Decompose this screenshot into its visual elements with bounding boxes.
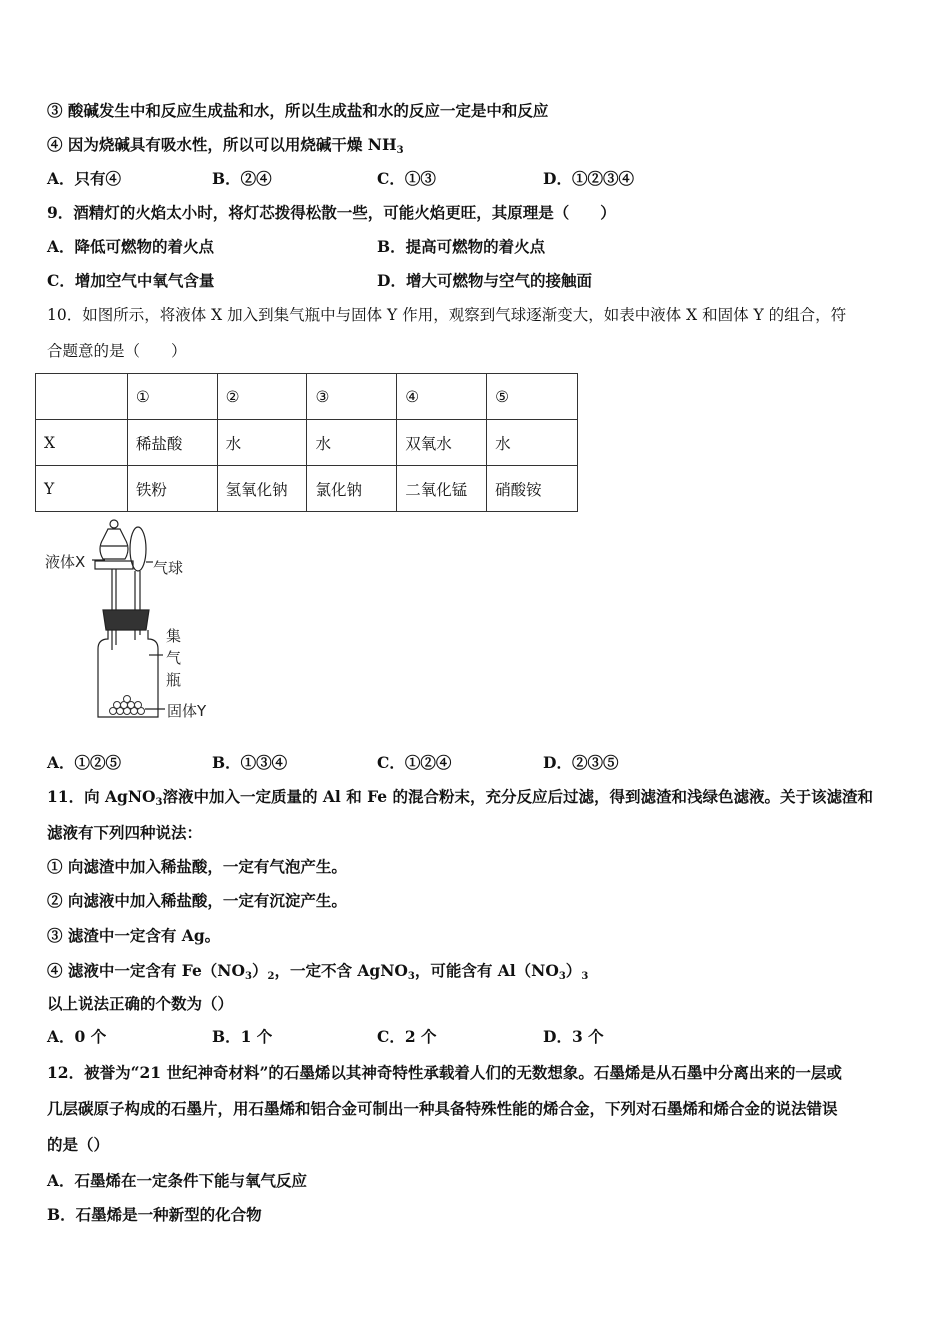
q11-option-b[interactable]: B．1 个 (212, 1027, 273, 1046)
q12-option-b[interactable]: B．石墨烯是一种新型的化合物 (47, 1205, 262, 1224)
balloon (130, 527, 146, 571)
q10-table-cell (36, 374, 128, 420)
label-liquid-x: 液体X (45, 553, 86, 571)
label-bottle-3: 瓶 (166, 671, 182, 689)
q10-table-cell: 硝酸铵 (487, 466, 578, 512)
q8-statement-4 (47, 134, 404, 156)
q10-table-cell: 二氧化锰 (397, 466, 487, 512)
q12-option-a[interactable]: A．石墨烯在一定条件下能与氧气反应 (47, 1171, 308, 1190)
q10-apparatus-figure (45, 515, 230, 725)
q12-stem-line1: 12．被誉为“21 世纪神奇材料”的石墨烯以其神奇特性承载着人们的无数想象。石墨烯是从石墨中分离出来的一层或 (47, 1063, 842, 1082)
solid-particles (110, 696, 145, 715)
q11-s4-part: ） (565, 961, 582, 980)
q10-table-cell: ⑤ (487, 374, 578, 420)
q10-table-cell: ② (217, 374, 307, 420)
q8-option-a[interactable]: A．只有④ (47, 169, 122, 188)
q9-option-a[interactable]: A．降低可燃物的着火点 (47, 237, 215, 256)
q10-option-c[interactable]: C．①②④ (377, 753, 452, 772)
q10-table-row-x (36, 420, 578, 466)
q10-option-b[interactable]: B．①③④ (212, 753, 288, 772)
q10-option-d[interactable]: D．②③⑤ (543, 753, 619, 772)
q11-s4-sub: 3 (244, 971, 252, 982)
q11-stem-part: 11．向 AgNO (47, 787, 156, 806)
q10-table-cell: Y (36, 466, 128, 512)
q11-s4-sub: 3 (558, 971, 566, 982)
q10-table-row-y (36, 466, 578, 512)
label-bottle-2: 气 (166, 649, 182, 667)
q11-stem-sub: 3 (155, 797, 163, 808)
q11-s4-sub: 3 (581, 971, 589, 982)
q12-stem-line3: 的是（） (47, 1135, 110, 1154)
q11-statement-4 (47, 960, 588, 982)
q10-stem-line2: 合题意的是（ ） (47, 342, 187, 360)
q8-option-d[interactable]: D．①②③④ (543, 169, 634, 188)
label-bottle-1: 集 (166, 627, 182, 645)
q8-option-b[interactable]: B．②④ (212, 169, 272, 188)
q10-table-cell: 水 (307, 420, 397, 466)
q11-statement-1: ① 向滤渣中加入稀盐酸，一定有气泡产生。 (47, 857, 347, 876)
q9-stem: 9．酒精灯的火焰太小时，将灯芯拨得松散一些，可能火焰更旺，其原理是（ ） (47, 203, 616, 222)
q10-table-cell: 铁粉 (127, 466, 217, 512)
q10-table-cell: 水 (217, 420, 307, 466)
q10-table-cell: X (36, 420, 128, 466)
q11-s4-part: ④ 滤液中一定含有 Fe（NO (47, 961, 245, 980)
q10-table-cell: 氢氧化钠 (217, 466, 307, 512)
q11-s4-part: ，可能含有 Al（NO (414, 961, 559, 980)
q11-option-c[interactable]: C．2 个 (377, 1027, 437, 1046)
q11-statement-3: ③ 滤渣中一定含有 Ag。 (47, 926, 221, 945)
q10-table (35, 373, 578, 512)
q11-s4-sub: 2 (267, 971, 275, 982)
q12-stem-line2: 几层碳原子构成的石墨片，用石墨烯和铝合金可制出一种具备特殊性能的烯合金，下列对石墨烯和烯合金的说法错误 (47, 1099, 838, 1118)
q8-option-c[interactable]: C．①③ (377, 169, 436, 188)
funnel-body (100, 529, 128, 559)
q8-statement-3: ③ 酸碱发生中和反应生成盐和水，所以生成盐和水的反应一定是中和反应 (47, 101, 549, 120)
q8-statement-4-sub: 3 (396, 145, 404, 156)
q9-option-c[interactable]: C．增加空气中氧气含量 (47, 271, 215, 290)
rubber-stopper (103, 610, 149, 630)
q10-table-cell: ④ (397, 374, 487, 420)
q10-table-cell: 氯化钠 (307, 466, 397, 512)
q11-s4-part: ） (251, 961, 268, 980)
q10-stem-line1: 10．如图所示，将液体 X 加入到集气瓶中与固体 Y 作用，观察到气球逐渐变大，如表中液体 X 和固体 Y 的组合，符 (47, 306, 847, 324)
q10-table-cell: ③ (307, 374, 397, 420)
q10-table-cell: 水 (487, 420, 578, 466)
q11-option-a[interactable]: A．0 个 (47, 1027, 107, 1046)
funnel-stopper (110, 520, 118, 528)
q9-option-b[interactable]: B．提高可燃物的着火点 (377, 237, 546, 256)
q8-statement-4-text: ④ 因为烧碱具有吸水性，所以可以用烧碱干燥 NH (47, 135, 397, 154)
q11-s4-sub: 3 (407, 971, 415, 982)
q10-option-a[interactable]: A．①②⑤ (47, 753, 122, 772)
q11-s4-part: ，一定不含 AgNO (274, 961, 408, 980)
q11-statement-2: ② 向滤液中加入稀盐酸，一定有沉淀产生。 (47, 891, 347, 910)
label-balloon: 气球 (153, 559, 184, 577)
q10-table-cell: 双氧水 (397, 420, 487, 466)
q10-table-cell: ① (127, 374, 217, 420)
q11-stem-line2: 滤液有下列四种说法： (47, 823, 203, 842)
q10-table-header-row (36, 374, 578, 420)
q11-option-d[interactable]: D．3 个 (543, 1027, 604, 1046)
label-solid-y: 固体Y (167, 702, 207, 720)
q9-option-d[interactable]: D．增大可燃物与空气的接触面 (377, 271, 592, 290)
q11-stem-line1 (47, 786, 873, 808)
q11-stem-part: 溶液中加入一定质量的 Al 和 Fe 的混合粉末，充分反应后过滤，得到滤渣和浅绿色滤液。关于该滤渣和 (162, 787, 874, 806)
apparatus-drawing (45, 515, 230, 725)
q10-table-cell: 稀盐酸 (127, 420, 217, 466)
q11-ask: 以上说法正确的个数为（） (47, 994, 234, 1013)
funnel-stopcock (95, 561, 133, 569)
